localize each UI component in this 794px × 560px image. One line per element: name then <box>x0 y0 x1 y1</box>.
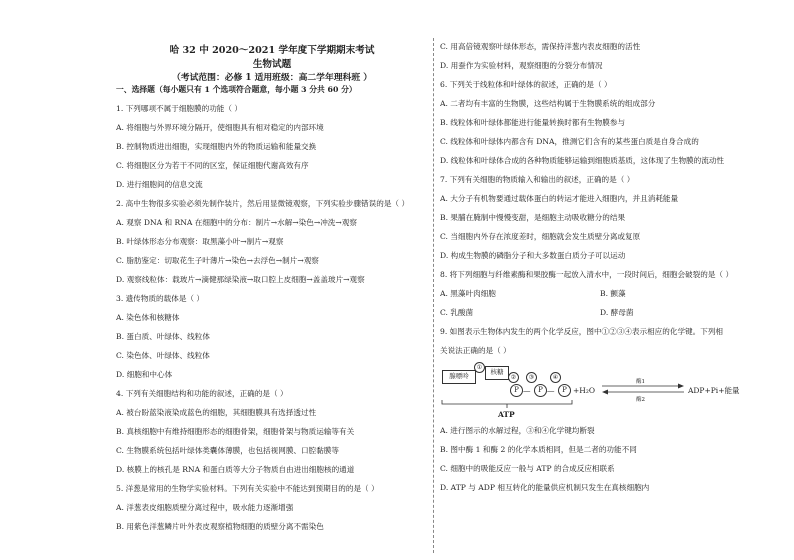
question-line-right-9: A. 大分子有机物要通过载体蛋白的转运才能进入细胞内，并且消耗能量 <box>440 194 679 203</box>
q8-option-b: B. 颤藻 <box>600 289 626 298</box>
question-line-right-10: B. 果脯在腌制中慢慢变甜，是细胞主动吸收糖分的结果 <box>440 213 626 222</box>
question-line-right-11: C. 当细胞内外存在浓度差时，细胞就会发生质壁分离或复原 <box>440 232 641 241</box>
bond-line-2: — <box>547 386 555 395</box>
question-line-11: 3. 遗传物质的载体是（ ） <box>116 294 205 303</box>
question-line-10: D. 观察线粒体：载玻片→滴健那绿染液→取口腔上皮细胞→盖盖玻片→观察 <box>116 275 365 284</box>
question-line-20: D. 核膜上的核孔是 RNA 和蛋白质等大分子物质自由进出细胞核的通道 <box>116 465 355 474</box>
phosphate-1: P <box>510 384 523 397</box>
exam-scope: （考试范围：必修 1 适用班级：高二学年理科班 ） <box>171 73 373 83</box>
q9-option-list <box>440 426 765 502</box>
left-question-list <box>116 104 428 541</box>
left-column <box>116 44 428 541</box>
atp-diagram <box>440 358 765 422</box>
question-line-right-6: C. 线粒体和叶绿体内都含有 DNA，推测它们含有的某些蛋白质是自身合成的 <box>440 137 699 146</box>
question-line-13: B. 蛋白质、叶绿体、线粒体 <box>116 332 210 341</box>
question-line-18: B. 真核细胞中有维持细胞形态的细胞骨架，细胞骨架与物质运输等有关 <box>116 427 355 436</box>
question-line-right-2: D. 用蚕作为实验材料，观察细胞的分裂分布情况 <box>440 61 603 70</box>
question-line-right-5: B. 线粒体和叶绿体都能进行能量转换时都有生物膜参与 <box>440 118 626 127</box>
enzyme-1-label: 酶1 <box>636 379 645 385</box>
water-term: +H₂O <box>573 386 595 395</box>
column-divider <box>433 38 434 553</box>
q8-options-row-2 <box>440 308 765 327</box>
q9-option-line-2: B. 图中酶 1 和酶 2 的化学本质相同，但是二者的功能不同 <box>440 445 637 454</box>
question-line-6: 2. 高中生物很多实验必须先制作装片，然后用显微镜观察，下列实验步骤错误的是（ ） <box>116 199 410 208</box>
q9-option-line-4: D. ATP 与 ADP 相互转化的能量供应机制只发生在真核细胞内 <box>440 483 650 492</box>
bond-marker-4: ④ <box>550 372 561 383</box>
exam-subtitle: 生物试题 <box>252 59 292 70</box>
question-line-17: A. 被台盼蓝染液染成蓝色的细胞，其细胞膜具有选择透过性 <box>116 408 317 417</box>
right-column <box>440 42 765 502</box>
question-line-14: C. 染色体、叶绿体、线粒体 <box>116 351 210 360</box>
question-line-21: 5. 洋葱是常用的生物学实验材料。下列有关实验中不能达到预期目的的是（ ） <box>116 484 379 493</box>
exam-title: 哈 32 中 2020～2021 学年度下学期期末考试 <box>169 45 375 56</box>
question-line-3: B. 控制物质进出细胞，实现细胞内外的物质运输和能量交换 <box>116 142 317 151</box>
question-line-23: B. 用紫色洋葱鳞片叶外表皮观察植物细胞的质壁分离不需染色 <box>116 522 324 531</box>
question-line-right-7: D. 线粒体和叶绿体合成的各种物质能够运输到细胞质基质，这体现了生物膜的流动性 <box>440 156 725 165</box>
question-line-right-1: C. 用高倍镜观察叶绿体形态，需保持洋葱内表皮细胞的活性 <box>440 42 641 51</box>
q9-option-line-1: A. 进行图示的水解过程，③和④化学键均断裂 <box>440 426 595 435</box>
question-line-right-4: A. 二者均有丰富的生物膜，这些结构属于生物膜系统的组成部分 <box>440 99 656 108</box>
question-line-5: D. 进行细胞间的信息交流 <box>116 180 203 189</box>
atp-brace <box>440 399 590 411</box>
q8-option-c: C. 乳酸菌 <box>440 308 474 317</box>
question-line-4: C. 将细胞区分为若干不同的区室，保证细胞代谢高效有序 <box>116 161 309 170</box>
q9-stem-line-1: 9. 如图表示生物体内发生的两个化学反应，图中①②③④表示相应的化学键。下列相 <box>440 327 724 336</box>
bond-marker-2: ② <box>508 372 519 383</box>
q8-option-a: A. 黑藻叶肉细胞 <box>440 289 496 298</box>
question-line-1: 1. 下列哪项不属于细胞膜的功能（ ） <box>116 104 242 113</box>
question-line-right-12: D. 构成生物膜的磷脂分子和大多数蛋白质分子可以运动 <box>440 251 626 260</box>
ribose-box: 核糖 <box>485 366 509 380</box>
question-line-right-3: 6. 下列关于线粒体和叶绿体的叙述，正确的是（ ） <box>440 80 612 89</box>
bond-line-1: — <box>523 386 531 395</box>
question-line-right-8: 7. 下列有关细胞的物质输入和输出的叙述，正确的是（ ） <box>440 175 635 184</box>
question-line-9: C. 脂肪鉴定：切取花生子叶薄片→染色→去浮色→制片→观察 <box>116 256 319 265</box>
question-line-8: B. 叶绿体形态分布观察：取黑藻小叶→制片→观察 <box>116 237 284 246</box>
question-line-22: A. 洋葱表皮细胞质壁分离过程中，吸水能力逐渐增强 <box>116 503 294 512</box>
q9-option-line-3: C. 细胞中的吸能反应一般与 ATP 的合成反应相联系 <box>440 464 615 473</box>
enzyme-2-label: 酶2 <box>636 397 645 403</box>
bond-marker-1: ① <box>474 362 485 373</box>
atp-label: ATP <box>498 410 515 419</box>
phosphate-3: P <box>558 384 571 397</box>
q8-options-row-1 <box>440 289 765 308</box>
question-line-2: A. 将细胞与外界环境分隔开，使细胞具有相对稳定的内部环境 <box>116 123 324 132</box>
adenine-box: 腺嘌呤 <box>442 370 476 384</box>
reaction-products: ADP+Pi+能量 <box>688 386 740 395</box>
question-line-16: 4. 下列有关细胞结构和功能的叙述，正确的是（ ） <box>116 389 288 398</box>
right-question-list <box>440 42 765 289</box>
question-line-15: D. 细胞和中心体 <box>116 370 173 379</box>
question-line-19: C. 生物膜系统包括叶绿体类囊体薄膜，也包括视网膜、口腔黏膜等 <box>116 446 339 455</box>
q9-stem-line-2: 关说法正确的是（ ） <box>440 346 511 355</box>
section-heading: 一、选择题（每小题只有 1 个选项符合题意，每小题 3 分共 60 分） <box>116 85 357 94</box>
q8-option-d: D. 酵母菌 <box>600 308 634 317</box>
bond-marker-3: ③ <box>526 372 537 383</box>
phosphate-2: P <box>534 384 547 397</box>
question-line-7: A. 观察 DNA 和 RNA 在细胞中的分布：制片→水解→染色→冲洗→观察 <box>116 218 357 227</box>
question-line-right-13: 8. 将下列细胞与纤维素酶和果胶酶一起放入清水中，一段时间后，细胞会破裂的是（ ） <box>440 270 734 279</box>
question-line-12: A. 染色体和核糖体 <box>116 313 180 322</box>
